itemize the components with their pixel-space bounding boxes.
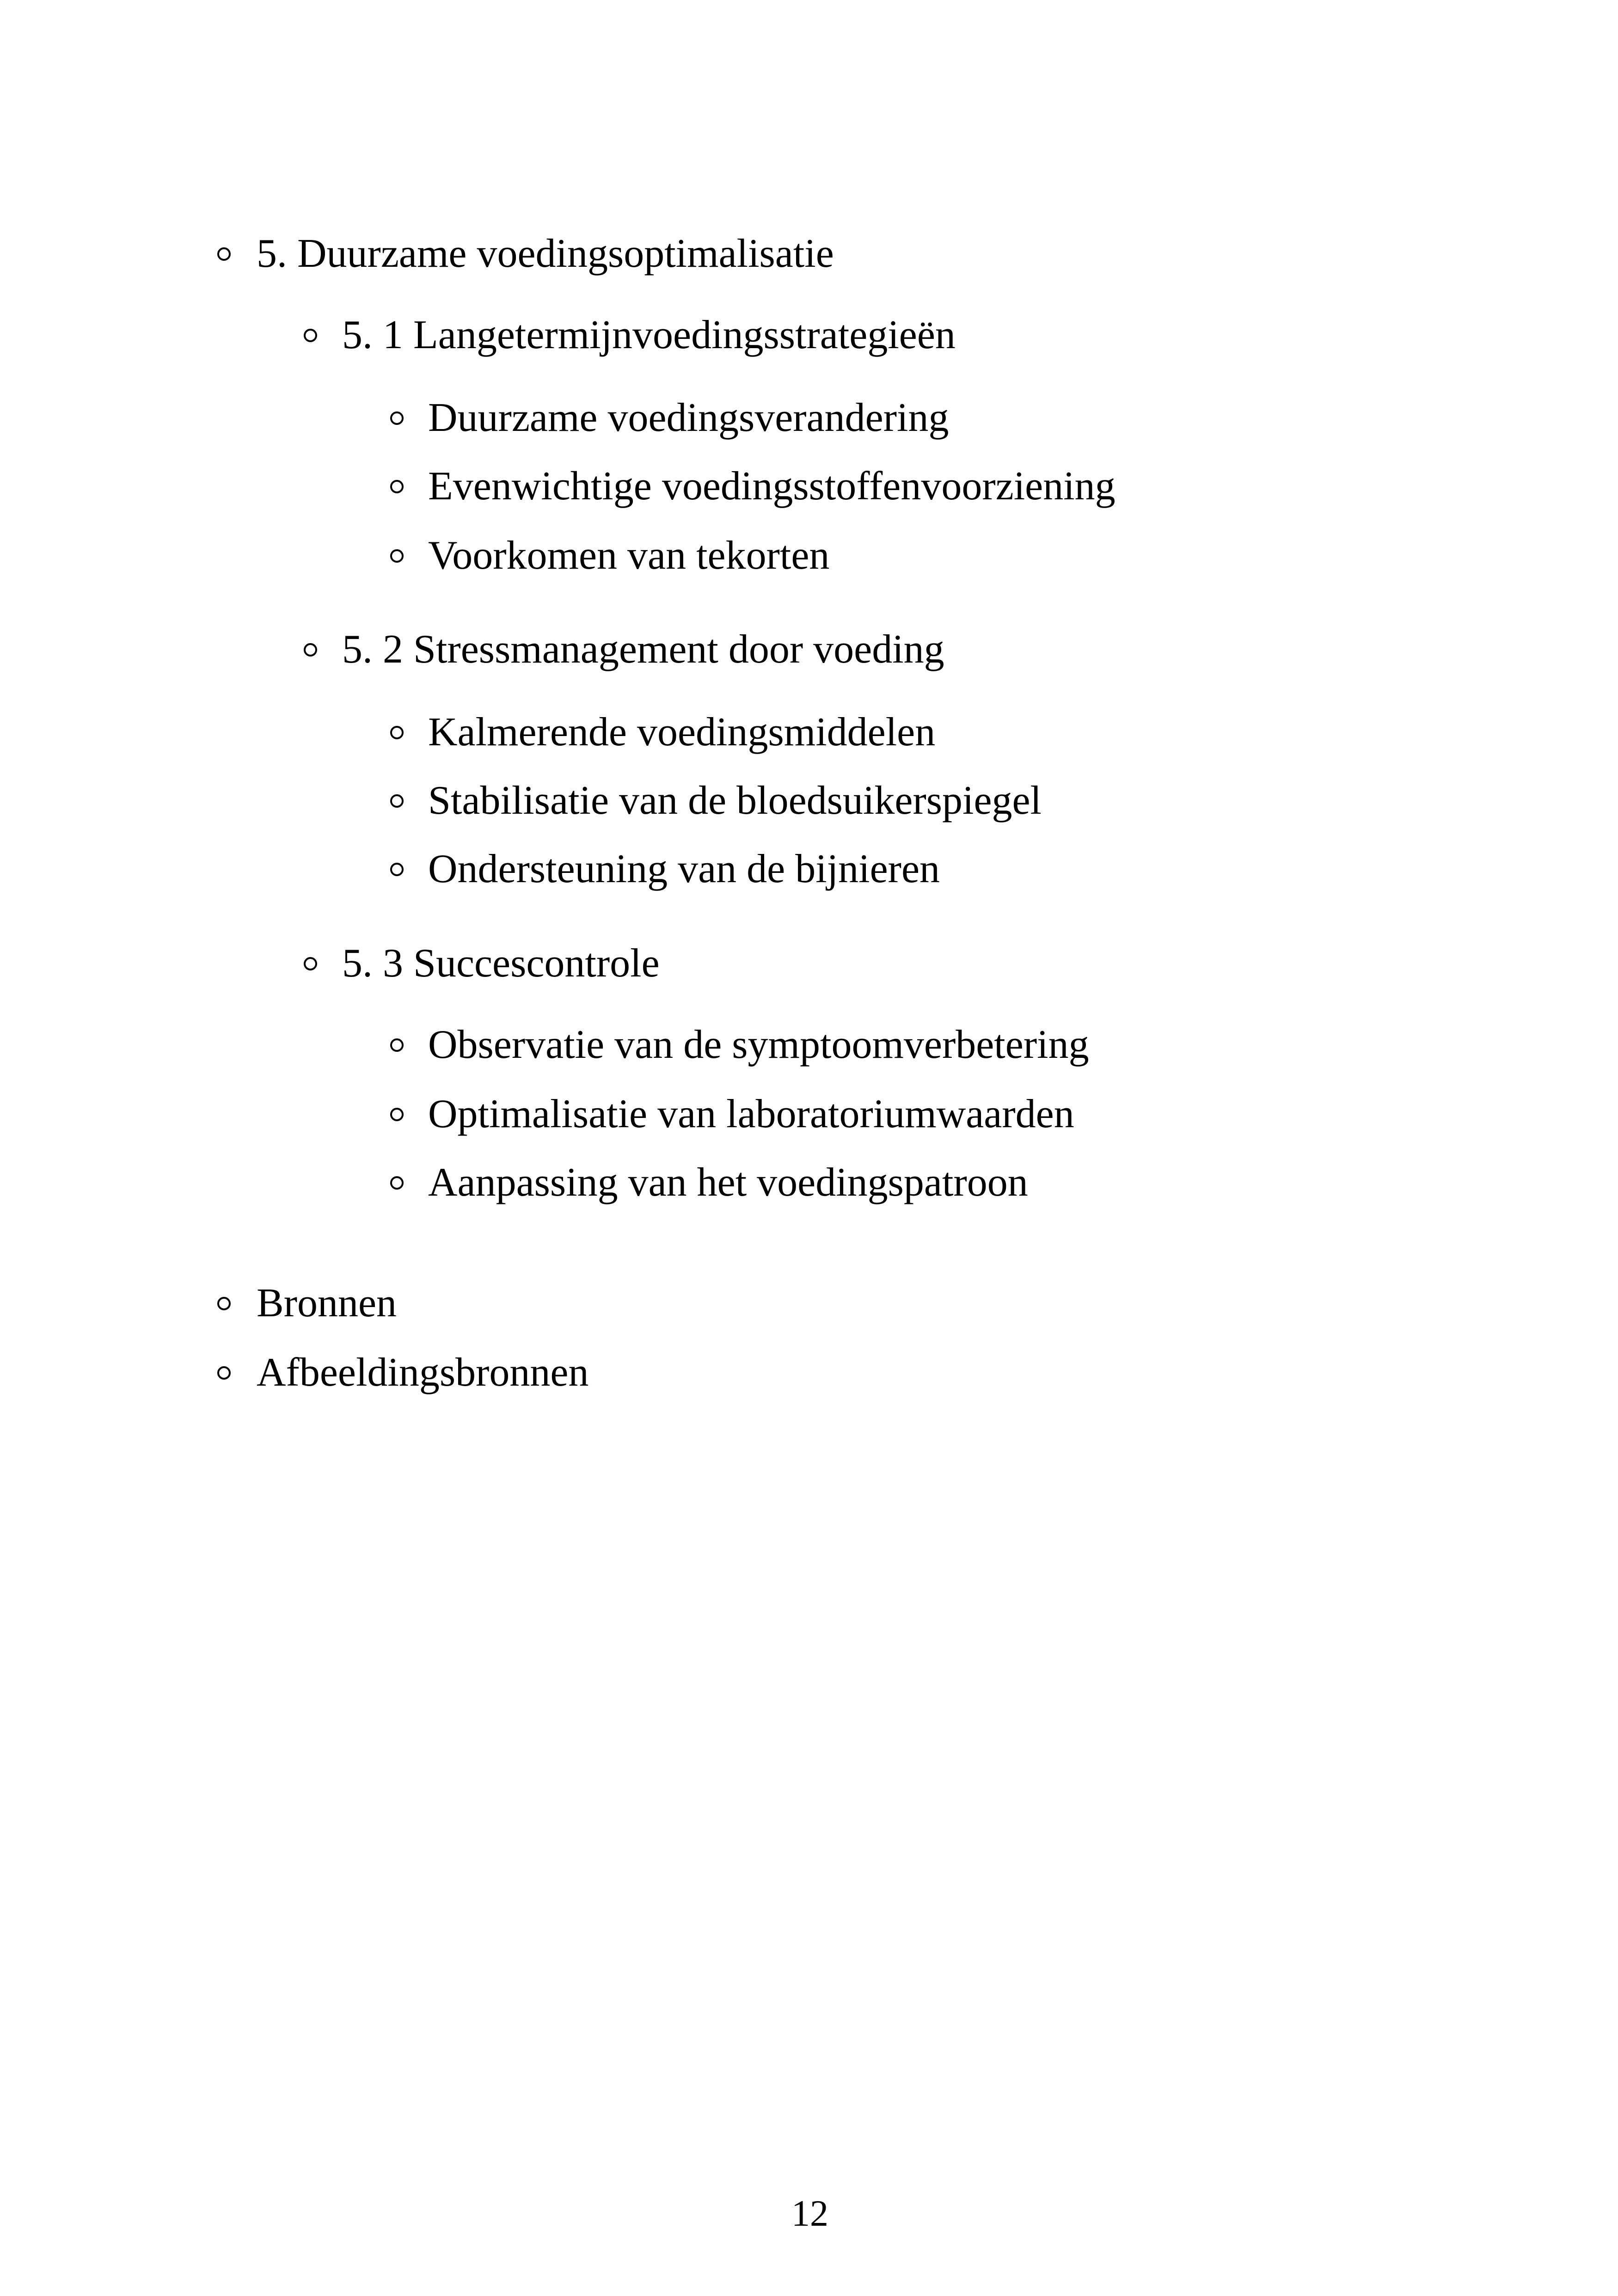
toc-item: Duurzame voedingsverandering	[428, 395, 949, 440]
toc-item: Evenwichtige voedingsstoffenvoorziening	[428, 464, 1115, 509]
toc-item: Optimalisatie van laboratoriumwaarden	[428, 1092, 1074, 1136]
toc-section-5-1: 5. 1 Langetermijnvoedingsstrategieën	[342, 313, 956, 357]
toc-bronnen: Bronnen	[257, 1281, 397, 1326]
toc-section-5-3: 5. 3 Succescontrole	[342, 941, 660, 986]
toc-item: Stabilisatie van de bloedsuikerspiegel	[428, 778, 1042, 823]
toc-item: Voorkomen van tekorten	[428, 533, 830, 578]
bullet-icon	[390, 794, 404, 808]
bullet-icon	[390, 549, 404, 563]
bullet-icon	[217, 247, 231, 261]
toc-afbeeldingsbronnen: Afbeeldingsbronnen	[257, 1350, 589, 1395]
toc-item: Ondersteuning van de bijnieren	[428, 847, 940, 891]
bullet-icon	[390, 1108, 404, 1121]
bullet-icon	[390, 1176, 404, 1190]
toc-item: Kalmerende voedingsmiddelen	[428, 710, 936, 755]
bullet-icon	[390, 726, 404, 739]
toc-section-5: 5. Duurzame voedingsoptimalisatie	[257, 231, 834, 276]
toc-item: Observatie van de symptoomverbetering	[428, 1022, 1089, 1067]
bullet-icon	[217, 1366, 231, 1380]
bullet-icon	[390, 1038, 404, 1052]
toc-item: Aanpassing van het voedingspatroon	[428, 1160, 1028, 1205]
bullet-icon	[304, 329, 317, 342]
bullet-icon	[390, 480, 404, 493]
bullet-icon	[390, 863, 404, 876]
bullet-icon	[304, 643, 317, 657]
bullet-icon	[390, 411, 404, 425]
page-number: 12	[791, 2193, 828, 2234]
bullet-icon	[304, 957, 317, 970]
bullet-icon	[217, 1297, 231, 1310]
toc-section-5-2: 5. 2 Stressmanagement door voeding	[342, 627, 944, 672]
